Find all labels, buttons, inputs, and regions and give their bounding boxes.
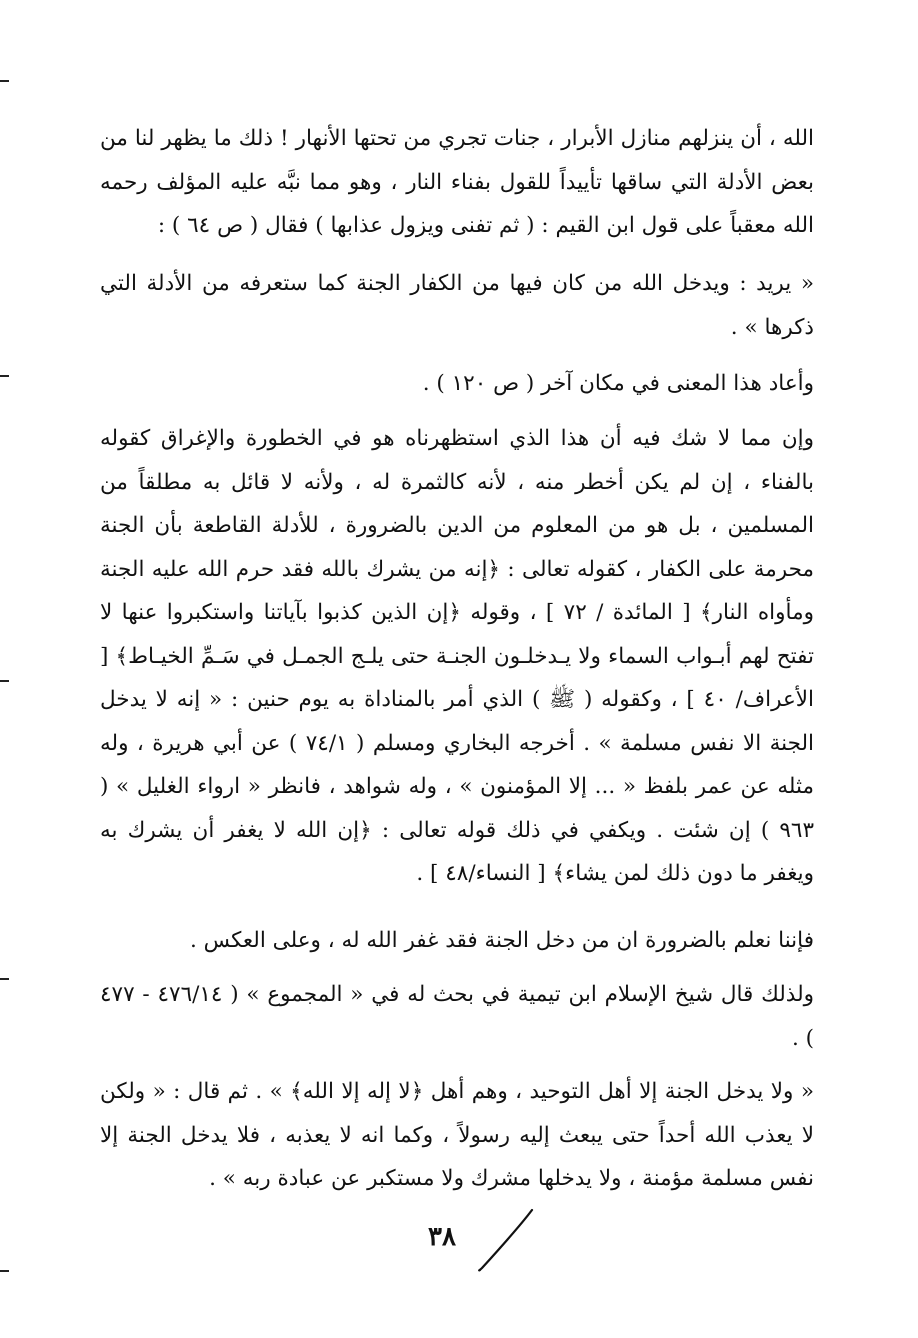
- body-paragraph: [100, 919, 814, 963]
- margin-tick: [0, 680, 9, 682]
- body-paragraph: [100, 973, 814, 1060]
- body-paragraph: [100, 417, 814, 896]
- quote-paragraph: [100, 1070, 814, 1201]
- paragraph-text: فإننا نعلم بالضرورة ان من دخل الجنة فقد غفر الله له ، وعلى العكس .: [189, 928, 814, 953]
- margin-tick: [0, 80, 9, 82]
- margin-tick: [0, 375, 9, 377]
- body-paragraph: [100, 362, 814, 406]
- paragraph-text: « يريد : ويدخل الله من كان فيها من الكفار الجنة كما ستعرفه من الأدلة التي ذكرها » .: [100, 271, 814, 340]
- paragraph-text: وإن مما لا شك فيه أن هذا الذي استظهرناه هو في الخطورة والإغراق كقوله بالفناء ، إن لم يكن أخطر منه ، لأنه كالثمرة له ، ولأنه لا قائل به مطلقاً من المسلمين ، بل هو من المعلوم من الدين بالضرورة ، للأدلة القاطعة بأن الجنة محرمة على الكفار ، كقوله تعالى : ﴿إنه من يشرك بالله فقد حرم الله عليه الجنة ومأواه النار﴾ [ المائدة / ٧٢ ] ، وقوله ﴿إن الذين كذبوا بآياتنا واستكبروا عنها لا تفتح لهم أبـواب السماء ولا يـدخلـون الجنـة حتى يلـج الجمـل في سَـمِّ الخيـاط﴾ [ الأعراف/ ٤٠ ] ، وكقوله ( ﷺ ) الذي أمر بالمناداة به يوم حنين : « إنه لا يدخل الجنة الا نفس مسلمة » . أخرجه البخاري ومسلم ( ٧٤/١ ) عن أبي هريرة ، وله مثله عن عمر بلفظ « ... إلا المؤمنون » ، وله شواهد ، فانظر « ارواء الغليل » ( ٩٦٣ ) إن شئت . ويكفي في ذلك قوله تعالى : ﴿إن الله لا يغفر أن يشرك به ويغفر ما دون ذلك لمن يشاء﴾ [ النساء/٤٨ ] .: [100, 426, 815, 886]
- paragraph-text: وأعاد هذا المعنى في مكان آخر ( ص ١٢٠ ) .: [422, 371, 814, 396]
- paragraph-text: ولذلك قال شيخ الإسلام ابن تيمية في بحث له في « المجموع » ( ٤٧٦/١٤ - ٤٧٧ ) .: [100, 982, 815, 1051]
- paragraph-text: الله ، أن ينزلهم منازل الأبرار ، جنات تجري من تحتها الأنهار ! ذلك ما يظهر لنا من بعض الأدلة التي ساقها تأييداً للقول بفناء النار ، وهو مما نبَّه عليه المؤلف رحمه الله معقباً على قول ابن القيم : ( ثم تفنى ويزول عذابها ) فقال ( ص ٦٤ ) :: [100, 126, 814, 238]
- margin-tick: [0, 978, 9, 980]
- page-footer: [400, 1208, 540, 1274]
- page-number: ٣٨: [428, 1222, 456, 1252]
- quote-paragraph: [100, 262, 814, 349]
- body-paragraph: [100, 117, 814, 248]
- paragraph-text: « ولا يدخل الجنة إلا أهل التوحيد ، وهم أهل ﴿لا إله إلا الله﴾ » . ثم قال : « ولكن لا يعذب الله أحداً حتى يبعث إليه رسولاً ، وكما انه لا يعذبه ، فلا يدخل الجنة إلا نفس مسلمة مؤمنة ، ولا يدخلها مشرك ولا مستكبر عن عبادة ربه » .: [100, 1079, 814, 1191]
- margin-tick: [0, 1270, 9, 1272]
- slash-ornament: [476, 1208, 536, 1274]
